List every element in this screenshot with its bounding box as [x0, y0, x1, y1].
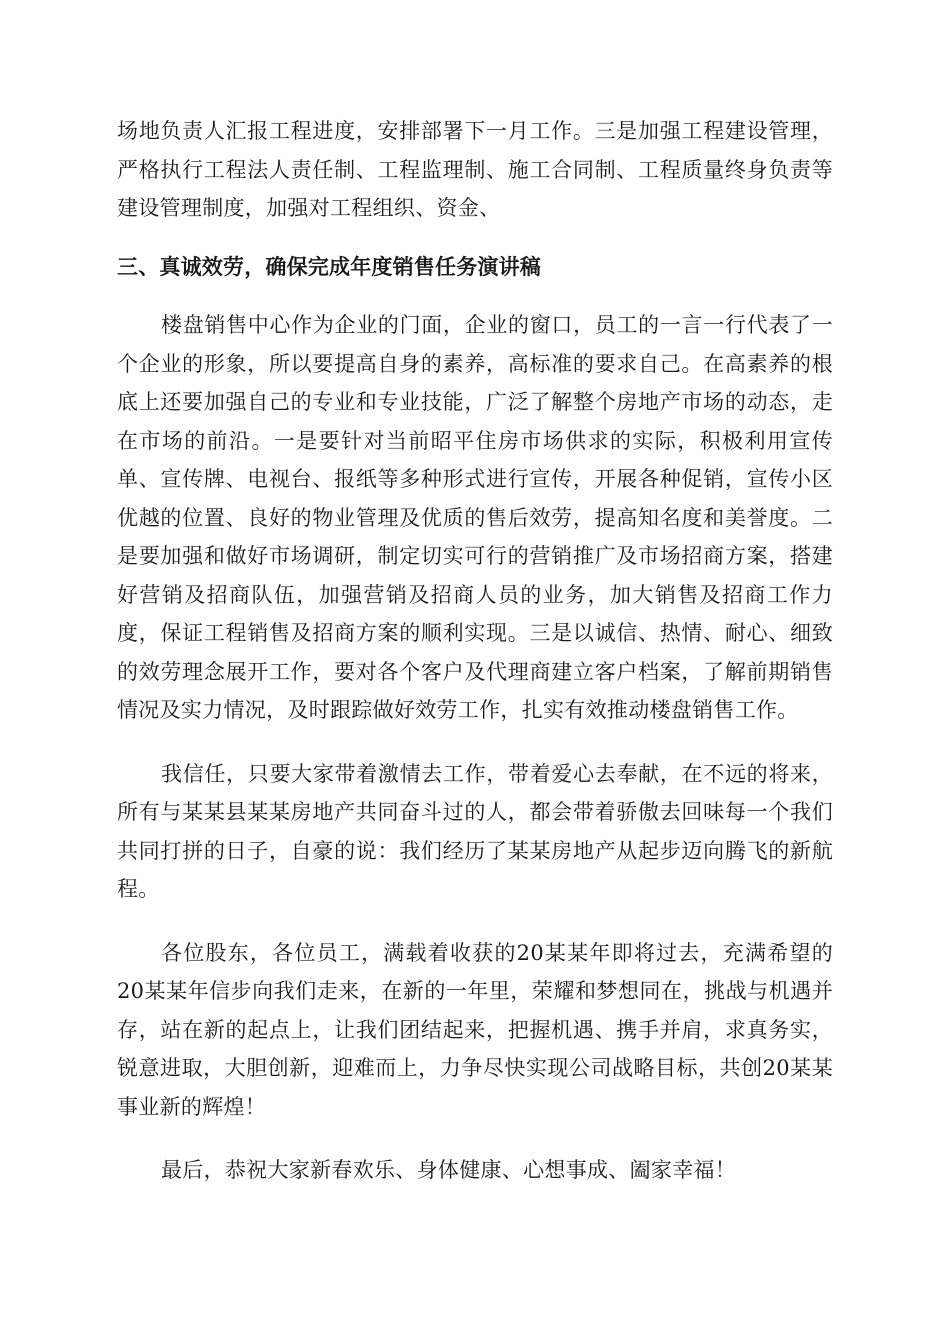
new-year-paragraph: 各位股东，各位员工，满载着收获的20某某年即将过去，充满希望的20某某年信步向我们走来，在新的一年里，荣耀和梦想同在，挑战与机遇并存，站在新的起点上，让我们团结起来，把握机遇、携手并肩，求真务实，锐意进取，大胆创新，迎难而上，力争尽快实现公司战略目标，共创20某某事业新的辉煌！ — [117, 940, 833, 1119]
document-body — [117, 112, 833, 1190]
closing-paragraph: 最后，恭祝大家新春欢乐、身体健康、心想事成、阖家幸福！ — [161, 1158, 737, 1182]
section-heading: 三、真诚效劳，确保完成年度销售任务演讲稿 — [117, 254, 541, 279]
intro-paragraph: 场地负责人汇报工程进度，安排部署下一月工作。三是加强工程建设管理，严格执行工程法人责任制、工程监理制、施工合同制、工程质量终身负责等建设管理制度，加强对工程组织、资金、 — [117, 119, 833, 220]
belief-paragraph: 我信任，只要大家带着激情去工作，带着爱心去奉献，在不远的将来，所有与某某县某某房地产共同奋斗过的人，都会带着骄傲去回味每一个我们共同打拼的日子，自豪的说：我们经历了某某房地产从起步迈向腾飞的新航程。 — [117, 761, 833, 901]
sales-paragraph: 楼盘销售中心作为企业的门面，企业的窗口，员工的一言一行代表了一个企业的形象，所以要提高自身的素养，高标准的要求自己。在高素养的根底上还要加强自己的专业和专业技能，广泛了解整个房地产市场的动态，走在市场的前沿。一是要针对当前昭平住房市场供求的实际，积极利用宣传单、宣传牌、电视台、报纸等多种形式进行宣传，开展各种促销，宣传小区优越的位置、良好的物业管理及优质的售后效劳，提高知名度和美誉度。二是要加强和做好市场调研，制定切实可行的营销推广及市场招商方案，搭建好营销及招商队伍，加强营销及招商人员的业务，加大销售及招商工作力度，保证工程销售及招商方案的顺利实现。三是以诚信、热情、耐心、细致的效劳理念展开工作，要对各个客户及代理商建立客户档案，了解前期销售情况及实力情况，及时跟踪做好效劳工作，扎实有效推动楼盘销售工作。 — [117, 313, 833, 722]
